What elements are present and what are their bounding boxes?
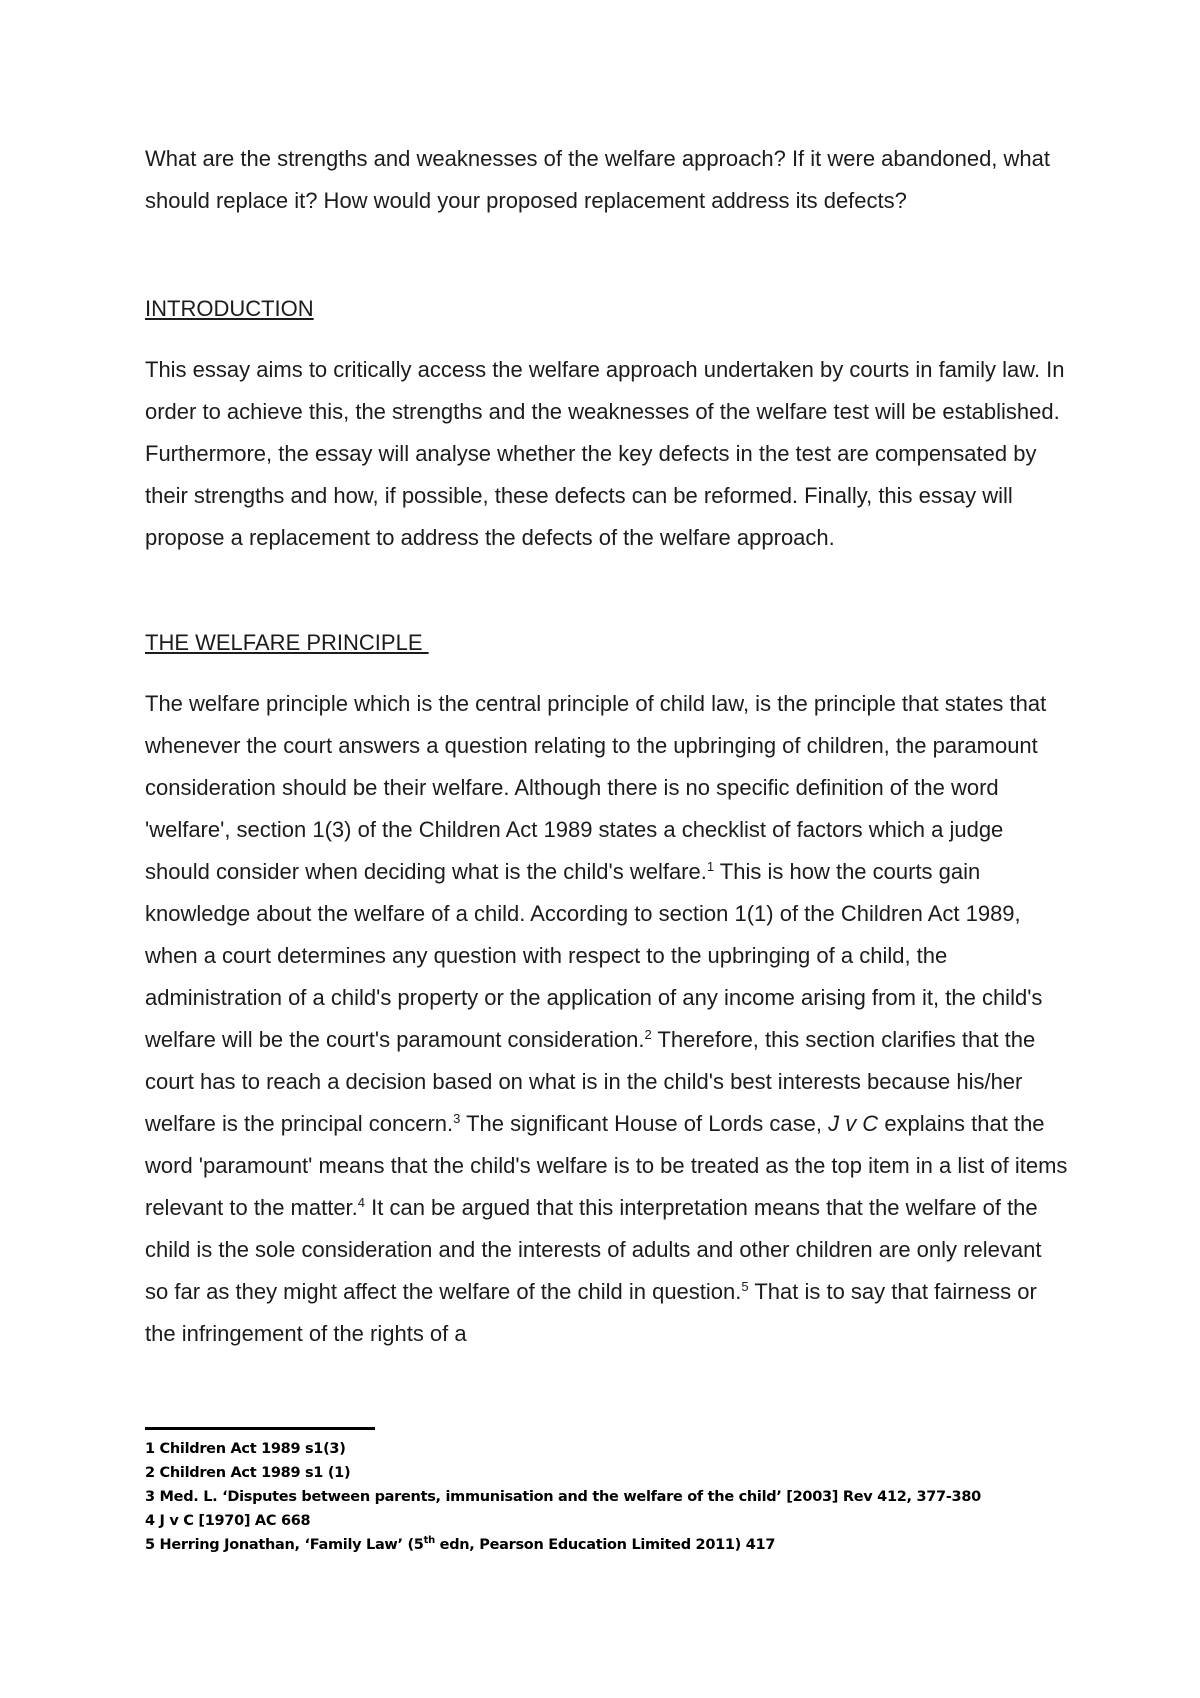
introduction-paragraph: This essay aims to critically access the welfare approach undertaken by courts in family law. In order to achieve this, the strengths and the weaknesses of the welfare test will be established. Furthermore, the essay will analyse whether the key defects in the test are compensated by their strengths and how, if possible, these defects can be reformed. Finally, this essay will propose a replacement to address the defects of the welfare approach. <box>145 357 1065 550</box>
footnote-2: 2 Children Act 1989 s1 (1) <box>145 1465 351 1481</box>
footnote-ref-1: 1 <box>706 859 715 874</box>
footnote-separator <box>145 1427 375 1430</box>
case-name: J v C <box>828 1111 879 1136</box>
introduction-heading: INTRODUCTION <box>145 296 314 321</box>
footnote-ref-4: 4 <box>357 1195 366 1210</box>
footnotes <box>145 1437 1105 1557</box>
paragraph-text: It can be argued that this interpretation means that the welfare of the child is the sole consideration and the interests of adults and other children are only relevant so far as they might affect the welfare of the child in question. <box>145 1195 1042 1304</box>
footnote-3: 3 Med. L. ‘Disputes between parents, immunisation and the welfare of the child’ [2003] Rev 412, 377-380 <box>145 1489 981 1505</box>
footnote-5 <box>145 1533 1105 1557</box>
footnote-ref-5: 5 <box>741 1279 749 1294</box>
footnote-5-superscript: th <box>423 1535 435 1546</box>
paragraph-text: That is to say that fairness or the infringement of the rights of a <box>145 1279 1037 1346</box>
footnote-4: 4 J v C [1970] AC 668 <box>145 1513 311 1529</box>
welfare-principle-paragraph <box>145 683 1070 1355</box>
essay-question: What are the strengths and weaknesses of the welfare approach? If it were abandoned, what should replace it? How would your proposed replacement address its defects? <box>145 146 1050 213</box>
paragraph-text: The welfare principle which is the central principle of child law, is the principle that states that whenever the court answers a question relating to the upbringing of children, the paramount consideration should be their welfare. Although there is no specific definition of the word 'welfare', section 1(3) of the Children Act 1989 states a checklist of factors which a judge should consider when deciding what is the child's welfare. <box>145 691 1047 884</box>
paragraph-text: explains that the word 'paramount' means that the child's welfare is to be treated as the top item in a list of items relevant to the matter. <box>145 1111 1068 1220</box>
paragraph-text: The significant House of Lords case, <box>460 1111 829 1136</box>
footnote-5-text: 5 Herring Jonathan, ‘Family Law’ (5 <box>145 1537 424 1553</box>
footnote-5-text-end: edn, Pearson Education Limited 2011) 417 <box>434 1537 776 1553</box>
paragraph-text: Therefore, this section clarifies that the court has to reach a decision based on what is in the child's best interests because his/her welfare is the principal concern. <box>145 1027 1036 1136</box>
welfare-principle-heading: THE WELFARE PRINCIPLE <box>145 630 429 655</box>
footnote-ref-2: 2 <box>644 1027 652 1042</box>
footnote-1: 1 Children Act 1989 s1(3) <box>145 1441 346 1457</box>
footnote-ref-3: 3 <box>453 1111 461 1126</box>
paragraph-text: This is how the courts gain knowledge about the welfare of a child. According to section 1(1) of the Children Act 1989, when a court determines any question with respect to the upbringing of a child, the administration of a child's property or the application of any income arising from it, the child's welfare will be the court's paramount consideration. <box>145 859 1043 1052</box>
